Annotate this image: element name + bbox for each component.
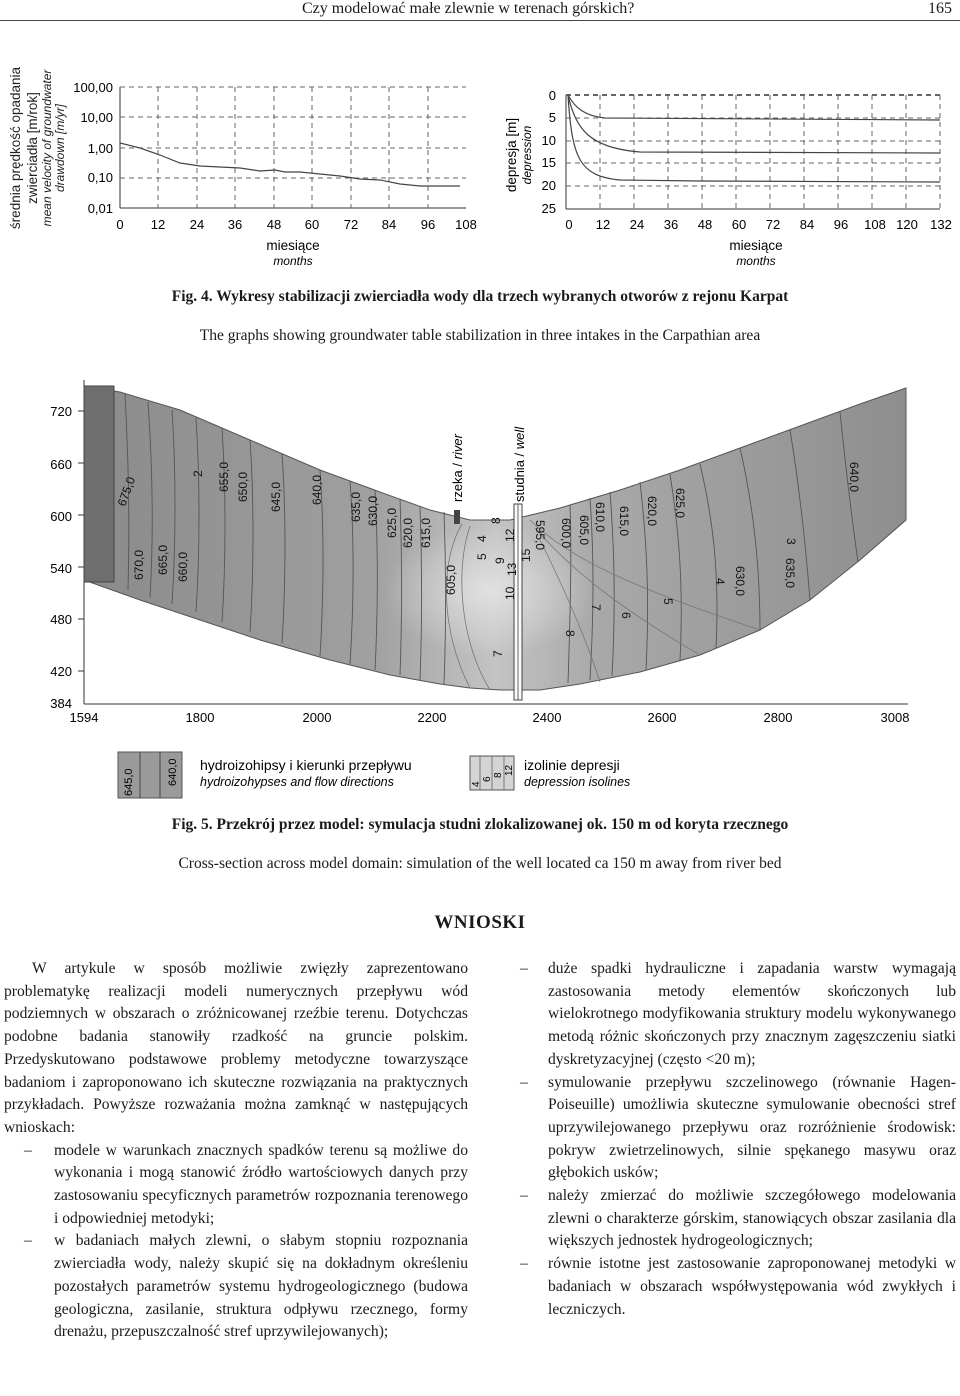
fig5-depr-label: 10 <box>503 586 517 600</box>
fig4-left-xtick: 108 <box>455 217 477 232</box>
conclusions-list-left <box>4 1140 468 1344</box>
fig5-depr-label: 9 <box>493 557 507 564</box>
fig5-river-label: rzeka / river <box>450 434 465 502</box>
fig5-iso-label: 630,0 <box>366 495 380 526</box>
fig4-left-chart <box>0 52 490 274</box>
fig4-right-xlabel-pl: miesiące <box>729 238 783 253</box>
list-dash: – <box>24 1141 32 1159</box>
fig5-iso-label: 660,0 <box>176 551 190 582</box>
fig5-depr-label: 5 <box>475 553 489 560</box>
fig5-depr-label: 7 <box>589 604 603 611</box>
fig5-ytick: 384 <box>50 696 72 711</box>
fig5-iso-label: 640,0 <box>310 474 324 505</box>
list-item: – należy zmierzać do możliwie szczegółowego modelowania zlewni o charakterze górskim, stanowiących obszar zasilania dla większych jednostek hydrogeologicznych; <box>520 1187 956 1250</box>
fig4-left-xtick: 12 <box>150 217 166 232</box>
fig5-depr-label: 7 <box>491 650 505 657</box>
fig5-iso-label: 620,0 <box>645 496 659 527</box>
fig5-depr-label: 8 <box>489 517 503 524</box>
fig5-iso-label: 655,0 <box>217 461 231 492</box>
fig4-left-series <box>120 143 460 186</box>
fig4-left-xtick: 0 <box>116 217 124 232</box>
fig5-iso-label: 615,0 <box>617 506 631 537</box>
fig4-right-xtick: 72 <box>765 217 781 232</box>
fig4-left-xtick: 24 <box>189 217 205 232</box>
fig4-left-ylabel-en1: mean velocity of groundwater <box>40 69 54 227</box>
fig5-depr-label: 4 <box>475 535 489 542</box>
left-column <box>4 958 468 1344</box>
legend-hydro-sample: 640,0 <box>167 758 179 786</box>
fig5-iso-label: 640,0 <box>847 462 861 493</box>
fig4-left-xtick: 72 <box>343 217 359 232</box>
fig5-iso-label: 600,0 <box>559 518 573 549</box>
fig4-caption-en: The graphs showing groundwater table stabilization in three intakes in the Carpathian area <box>199 327 761 344</box>
fig5-iso-label: 665,0 <box>156 544 170 575</box>
list-item: – duże spadki hydrauliczne i zapadania warstw wymagają zastosowania metody elementów skończonych lub wielokrotnego modyfikowania struktury modelu wykonywanego metodą różnic skończonych przy znacznym zagęszczeniu siatki dyskretyzacyjnej (często <20 m); <box>520 960 956 1068</box>
fig4-left-ytick: 0,01 <box>87 201 113 216</box>
fig4-left-grid <box>120 87 466 208</box>
fig4-right-xtick: 0 <box>565 217 573 232</box>
fig5-iso-label: 615,0 <box>419 517 433 548</box>
fig4-left-xtick: 36 <box>227 217 243 232</box>
fig5-depr-label: 13 <box>505 562 519 576</box>
fig4-right-ytick: 0 <box>548 88 556 103</box>
fig5-depr-label: 3 <box>784 538 798 545</box>
legend-dep-sample: 8 <box>493 772 504 778</box>
fig4-left-xtick: 84 <box>381 217 397 232</box>
fig5-iso-label: 630,0 <box>733 566 747 597</box>
fig4-right-ytick: 10 <box>541 133 556 148</box>
fig4-left-xtick: 48 <box>266 217 282 232</box>
fig4-left-ylabel-pl1: średnia prędkość opadania <box>8 66 23 230</box>
fig5-xtick: 2200 <box>417 710 447 725</box>
fig5-cross-section <box>0 380 960 810</box>
fig4-left-ytick: 100,00 <box>73 80 113 95</box>
fig5-ytick: 540 <box>50 561 72 576</box>
fig4-right-xtick: 36 <box>663 217 679 232</box>
fig4-left-xlabel-en: months <box>273 254 313 268</box>
right-column <box>498 958 956 1321</box>
fig4-left-ytick: 1,00 <box>87 141 113 156</box>
fig5-legend <box>118 752 630 798</box>
fig5-iso-label: 625,0 <box>385 507 399 538</box>
fig4-right-xtick: 120 <box>896 217 918 232</box>
fig5-caption-en: Cross-section across model domain: simulation of the well located ca 150 m away from river bed <box>178 855 782 872</box>
legend-hydro-pl: hydroizohipsy i kierunki przepływu <box>200 757 412 773</box>
fig4-right-xtick: 108 <box>864 217 886 232</box>
fig5-iso-label: 620,0 <box>401 517 415 548</box>
fig5-river-marker <box>454 510 460 524</box>
conclusions-intro: W artykule w sposób możliwie zwięzły zaprezentowano problematykę realizacji modeli numerycznych przepływu wód podziemnych w obszarach o zróżnicowanej rzeźbie terenu. Dotychczas podobne badania stanowiły rzadkość na gruncie polskim. Przedyskutowano podstawowe problemy metodyczne towarzyszące badaniom i zaproponowano ich skuteczne rozwiązania na praktycznych przykładach. Powyższe rozważania można zamknąć w następujących wnioskach: <box>4 960 468 1136</box>
list-dash: – <box>24 1232 32 1250</box>
fig4-right-xtick: 96 <box>833 217 849 232</box>
fig5-left-boundary <box>84 386 114 582</box>
fig4-right-xlabel-en: months <box>736 254 776 268</box>
fig4-left-ytick: 0,10 <box>87 170 113 185</box>
fig4-right-xtick: 60 <box>731 217 747 232</box>
fig4-right-xtick: 24 <box>629 217 645 232</box>
list-item: – modele w warunkach znacznych spadków terenu są możliwe do wykonania i mogą stanowić źródło wartościowych danych przy zastosowaniu specyficznych parametrów rozpoznania terenowego i odpowiedniej metodyki; <box>24 1141 468 1227</box>
fig5-iso-label: 595,0 <box>533 520 547 551</box>
conclusions-list-right <box>498 958 956 1321</box>
list-item: – w badaniach małych zlewni, o słabym stopniu rozpoznania zwierciadła wody, należy skupić się na dokładnym określeniu pozostałych parametrów systemu hydrogeologicznego (budowa geologiczna, zasilanie, struktura odpływu rzecznego, formy drenażu, przepuszczalność stref uprzywilejowanych); <box>24 1232 468 1341</box>
fig5-iso-label: 650,0 <box>236 471 250 502</box>
fig5-iso-label: 635,0 <box>349 491 363 522</box>
fig4-left-xtick: 96 <box>420 217 436 232</box>
fig5-xtick: 2000 <box>302 710 332 725</box>
fig4-right-chart <box>490 52 960 274</box>
fig4-right-ytick: 25 <box>541 201 556 216</box>
page-number: 165 <box>928 0 952 17</box>
fig5-depr-label: 15 <box>519 548 533 562</box>
fig5-ytick: 720 <box>50 404 72 419</box>
fig5-depr-label: 6 <box>619 612 633 619</box>
fig4-left-xlabel-pl: miesiące <box>266 238 320 253</box>
fig5-iso-label: 635,0 <box>783 558 797 589</box>
fig4-right-ytick: 5 <box>548 110 556 125</box>
list-dash: – <box>520 960 528 977</box>
list-dash: – <box>520 1073 528 1091</box>
fig4-right-ytick: 20 <box>541 178 556 193</box>
fig4-right-xtick: 84 <box>799 217 815 232</box>
fig5-depr-label: 4 <box>713 578 727 585</box>
section-title: WNIOSKI <box>434 912 526 933</box>
fig4-right-ytick: 15 <box>541 155 556 170</box>
fig5-xtick: 2800 <box>763 710 793 725</box>
list-dash: – <box>520 1255 528 1273</box>
fig5-iso-label: 2 <box>191 470 205 477</box>
fig5-depr-label: 5 <box>661 598 675 605</box>
fig5-iso-label: 670,0 <box>132 549 146 580</box>
fig5-iso-label: 625,0 <box>673 488 687 519</box>
fig4-right-ylabel-en: depression <box>520 125 534 185</box>
legend-dep-sample: 12 <box>504 764 515 776</box>
fig4-right-series <box>568 95 940 182</box>
fig5-ytick: 660 <box>50 457 72 472</box>
fig5-xtick: 3008 <box>880 710 910 725</box>
running-header <box>0 0 960 21</box>
list-dash: – <box>520 1187 528 1205</box>
list-item: – równie istotne jest zastosowanie zaproponowanej metodyki w badaniach w obszarach współwystępowania wód zwykłych i leczniczych. <box>520 1255 956 1318</box>
running-title: Czy modelować małe zlewnie w terenach górskich? <box>302 0 635 17</box>
fig4-caption-pl: Fig. 4. Wykresy stabilizacji zwierciadła wody dla trzech wybranych otworów z rejonu Karpat <box>171 288 789 305</box>
fig5-xtick: 1594 <box>69 710 99 725</box>
fig5-well-label: studnia / well <box>512 426 527 502</box>
legend-dep-sample: 6 <box>482 776 493 782</box>
legend-dep-en: depression isolines <box>524 775 631 789</box>
fig5-iso-label: 675,0 <box>114 475 139 509</box>
fig4-right-xtick: 132 <box>930 217 952 232</box>
fig4-right-xtick: 12 <box>595 217 611 232</box>
fig5-iso-label: 605,0 <box>444 564 458 595</box>
fig5-xtick: 1800 <box>185 710 215 725</box>
fig5-xtick: 2600 <box>647 710 677 725</box>
fig5-ytick: 480 <box>50 612 72 627</box>
fig4-left-ylabel-pl2: zwierciadła [m/rok] <box>25 92 40 204</box>
fig5-ytick: 600 <box>50 509 72 524</box>
fig5-ytick: 420 <box>50 664 72 679</box>
fig5-iso-label: 610,0 <box>593 502 607 533</box>
fig5-depr-label: 8 <box>563 630 577 637</box>
legend-hydro-sample: 645,0 <box>123 768 135 796</box>
fig4-left-ytick: 10,00 <box>80 110 113 125</box>
fig4-left-ylabel-en2: drawdown [m/yr] <box>53 103 67 193</box>
legend-dep-pl: izolinie depresji <box>524 757 620 773</box>
list-item: – symulowanie przepływu szczelinowego (równanie Hagen-Poiseuille) umożliwia skuteczne symulowanie obecności stref uprzywilejowanego przepływu oraz rozróżnienie środowisk: pokryw zwietrzelinowych, silnie spękanego masywu oraz głębokich usków; <box>520 1073 956 1182</box>
fig5-depr-label: 12 <box>503 528 517 542</box>
fig4-right-xtick: 48 <box>697 217 713 232</box>
fig5-caption-pl: Fig. 5. Przekrój przez model: symulacja studni zlokalizowanej ok. 150 m od koryta rzecznego <box>171 816 789 833</box>
fig5-iso-label: 645,0 <box>269 481 283 512</box>
fig4-left-xtick: 60 <box>304 217 320 232</box>
fig5-iso-label: 605,0 <box>577 515 591 546</box>
legend-hydro-en: hydroizohypses and flow directions <box>200 775 394 789</box>
legend-dep-sample: 4 <box>471 781 482 787</box>
fig4-right-ylabel-pl: depresja [m] <box>504 117 519 193</box>
fig5-xtick: 2400 <box>532 710 562 725</box>
